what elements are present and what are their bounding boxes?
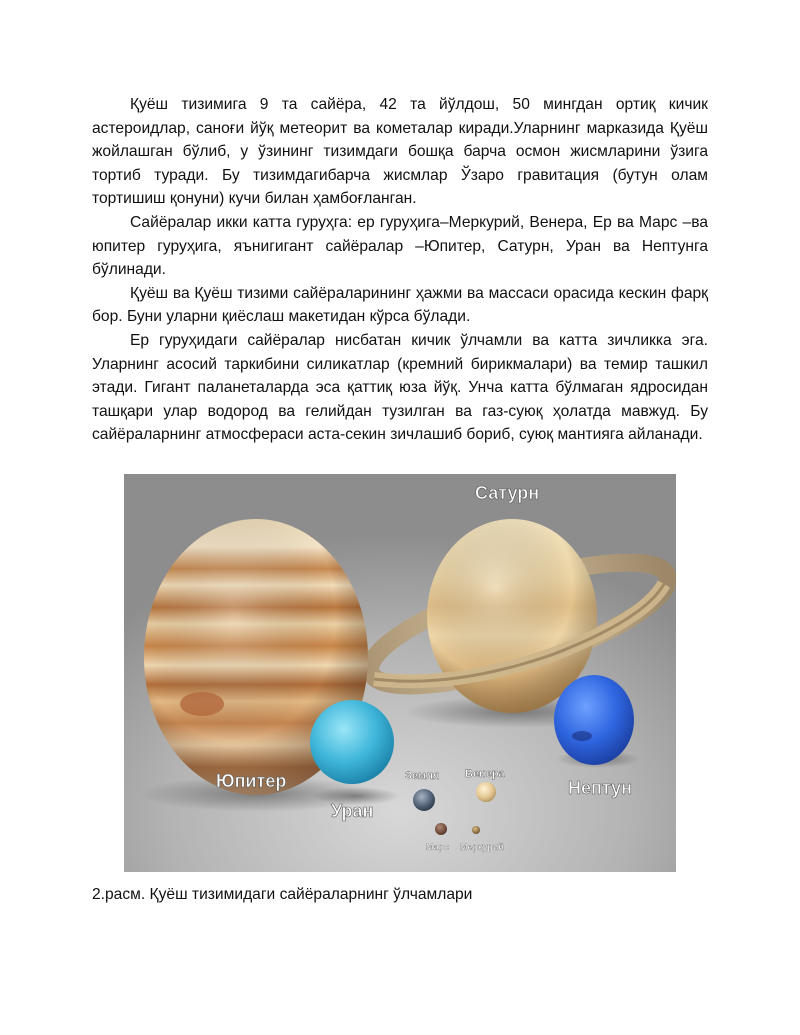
uranus-planet [310,700,394,784]
document-body [92,93,708,447]
uranus-label: Уран [331,801,374,821]
mercury-planet [472,826,480,834]
solar-system-planets-figure [124,474,676,872]
jupiter-label: Юпитер [216,771,287,791]
mercury-label: Меркурий [460,842,504,852]
mars-planet [435,823,447,835]
neptune-body [554,675,634,765]
planets-illustration [124,474,676,872]
neptune-label: Нептун [568,778,633,798]
venus-planet [476,782,496,802]
paragraph-1: Қуёш тизимига 9 та сайёра, 42 та йўлдош, 50 мингдан ортиқ кичик астероидлар, саноғи йўқ метеорит ва кометалар киради.Уларнинг марказида Қуёш жойлашган бўлиб, у ўзининг тизимдаги бошқа барча осмон жисмларини ўзига тортиб туради. Бу тизимдагибарча жисмлар Ўзаро гравитация (бутун олам тортишиш қонуни) кучи билан ҳамбоғланган. [92,96,708,208]
earth-label: Земля [405,770,440,782]
figure-caption: 2.расм. Қуёш тизимидаги сайёраларнинг ўлчамлари [92,886,473,903]
jupiter-great-red-spot [180,692,224,716]
neptune-planet [554,675,634,765]
mars-label: Марс [426,842,450,852]
venus-label: Венера [465,768,505,780]
earth-planet [413,789,435,811]
neptune-dark-spot [572,731,592,741]
paragraph-2: Сайёралар икки катта гуруҳга: ер гуруҳига–Меркурий, Венера, Ер ва Марс –ва юпитер гуруҳига, яънигигант сайёралар –Юпитер, Сатурн, Уран ва Нептунга бўлинади. [92,213,708,279]
paragraph-3: Қуёш ва Қуёш тизими сайёраларининг ҳажми ва массаси орасида кескин фарқ бор. Буни уларни қиёслаш макетидан кўрса бўлади. [92,284,708,326]
saturn-label: Сатурн [475,483,540,503]
paragraph-4: Ер гуруҳидаги сайёралар нисбатан кичик ўлчамли ва катта зичликка эга. Уларнинг асосий таркибини силикатлар (кремний бирикмалари) ва темир ташкил этади. Гигант паланеталарда эса қаттиқ юза йўқ. Унча катта бўлмаган ядросидан ташқари улар водород ва гелийдан тузилган ва газ-суюқ ҳолатда мавжуд. Бу сайёраларнинг атмосфераси аста-секин зичлашиб бориб, суюқ мантияга айланади. [92,331,708,444]
